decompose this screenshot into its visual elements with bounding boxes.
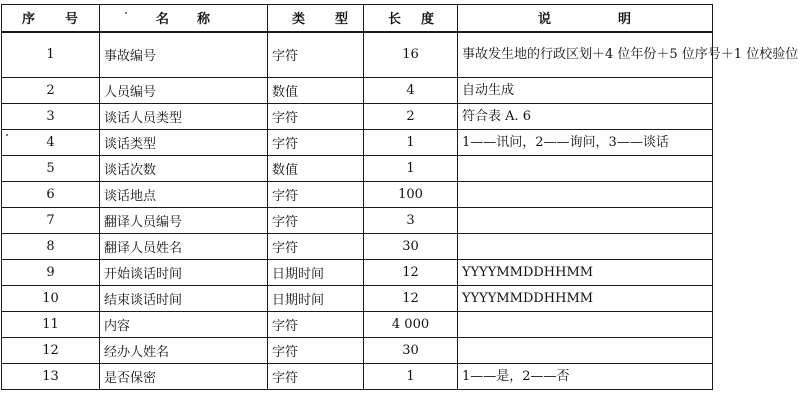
scan-speck xyxy=(125,12,127,14)
cell-length: 4 xyxy=(364,78,458,104)
cell-name: 谈话人员类型 xyxy=(100,104,268,130)
cell-name: 人员编号 xyxy=(100,78,268,104)
cell-length: 12 xyxy=(364,286,458,312)
cell-type: 字符 xyxy=(268,208,364,234)
table-row xyxy=(2,130,713,156)
cell-description: 自动生成 xyxy=(458,78,713,104)
table-row xyxy=(2,260,713,286)
cell-seq: 8 xyxy=(2,234,100,260)
cell-seq: 4 xyxy=(2,130,100,156)
table-row xyxy=(2,364,713,390)
cell-seq: 3 xyxy=(2,104,100,130)
header-seq-char-2: 号 xyxy=(64,12,79,28)
cell-seq: 2 xyxy=(2,78,100,104)
table-row xyxy=(2,234,713,260)
cell-seq: 9 xyxy=(2,260,100,286)
cell-description xyxy=(458,182,713,208)
cell-name: 是否保密 xyxy=(100,364,268,390)
header-type xyxy=(268,5,364,32)
cell-name: 谈话类型 xyxy=(100,130,268,156)
cell-seq: 7 xyxy=(2,208,100,234)
cell-seq: 5 xyxy=(2,156,100,182)
cell-description: 符合表 A. 6 xyxy=(458,104,713,130)
cell-type: 字符 xyxy=(268,234,364,260)
header-row xyxy=(2,5,713,32)
cell-length: 4 000 xyxy=(364,312,458,338)
cell-type: 日期时间 xyxy=(268,286,364,312)
field-spec-table xyxy=(1,4,798,390)
cell-type: 字符 xyxy=(268,312,364,338)
header-name-char-2: 称 xyxy=(196,12,211,28)
cell-type: 数值 xyxy=(268,78,364,104)
cell-length: 1 xyxy=(364,130,458,156)
table-row xyxy=(2,208,713,234)
header-type-char-1: 类 xyxy=(292,12,307,28)
cell-type: 字符 xyxy=(268,364,364,390)
header-seq-char-1: 序 xyxy=(22,12,37,28)
table-row xyxy=(2,104,713,130)
cell-seq: 1 xyxy=(2,32,100,78)
cell-name: 内容 xyxy=(100,312,268,338)
cell-name: 翻译人员编号 xyxy=(100,208,268,234)
cell-seq: 6 xyxy=(2,182,100,208)
header-length xyxy=(364,5,458,32)
scan-speck xyxy=(6,134,8,136)
table-header xyxy=(2,5,713,32)
cell-type: 字符 xyxy=(268,104,364,130)
header-desc-char-2: 明 xyxy=(617,12,632,28)
header-desc-char-1: 说 xyxy=(538,12,553,28)
header-name-char-1: 名 xyxy=(156,12,171,28)
cell-name: 翻译人员姓名 xyxy=(100,234,268,260)
cell-length: 30 xyxy=(364,338,458,364)
header-length-char-1: 长 xyxy=(388,12,403,28)
cell-length: 2 xyxy=(364,104,458,130)
header-length-char-2: 度 xyxy=(420,12,435,28)
header-name xyxy=(100,5,268,32)
cell-length: 16 xyxy=(364,32,458,78)
table-row xyxy=(2,338,713,364)
cell-description xyxy=(458,338,713,364)
cell-seq: 10 xyxy=(2,286,100,312)
table-row xyxy=(2,182,713,208)
cell-length: 1 xyxy=(364,364,458,390)
cell-description: YYYYMMDDHHMM xyxy=(458,286,713,312)
cell-description: 1——是，2——否 xyxy=(458,364,713,390)
header-type-char-2: 型 xyxy=(334,12,349,28)
header-description xyxy=(458,5,713,32)
cell-description: YYYYMMDDHHMM xyxy=(458,260,713,286)
cell-length: 3 xyxy=(364,208,458,234)
cell-name: 事故编号 xyxy=(100,32,268,78)
cell-name: 结束谈话时间 xyxy=(100,286,268,312)
cell-type: 字符 xyxy=(268,32,364,78)
table-row xyxy=(2,78,713,104)
table-row xyxy=(2,286,713,312)
cell-type: 字符 xyxy=(268,130,364,156)
cell-description xyxy=(458,156,713,182)
cell-description xyxy=(458,208,713,234)
cell-description: 1——讯问，2——询问，3——谈话 xyxy=(458,130,713,156)
table-row xyxy=(2,312,713,338)
cell-length: 12 xyxy=(364,260,458,286)
cell-type: 字符 xyxy=(268,182,364,208)
cell-length: 1 xyxy=(364,156,458,182)
cell-name: 开始谈话时间 xyxy=(100,260,268,286)
table-body xyxy=(2,32,798,390)
cell-description xyxy=(458,234,713,260)
cell-name: 谈话次数 xyxy=(100,156,268,182)
cell-description xyxy=(458,312,713,338)
cell-seq: 13 xyxy=(2,364,100,390)
table-row xyxy=(2,156,713,182)
cell-length: 100 xyxy=(364,182,458,208)
cell-description: 事故发生地的行政区划＋4 位年份＋5 位序号＋1 位校验位 xyxy=(458,32,713,78)
cell-name: 谈话地点 xyxy=(100,182,268,208)
header-seq xyxy=(2,5,100,32)
cell-type: 数值 xyxy=(268,156,364,182)
table-row xyxy=(2,32,713,78)
cell-name: 经办人姓名 xyxy=(100,338,268,364)
cell-length: 30 xyxy=(364,234,458,260)
cell-type: 日期时间 xyxy=(268,260,364,286)
cell-seq: 12 xyxy=(2,338,100,364)
cell-type: 字符 xyxy=(268,338,364,364)
data-spec-sheet xyxy=(1,4,798,409)
cell-seq: 11 xyxy=(2,312,100,338)
